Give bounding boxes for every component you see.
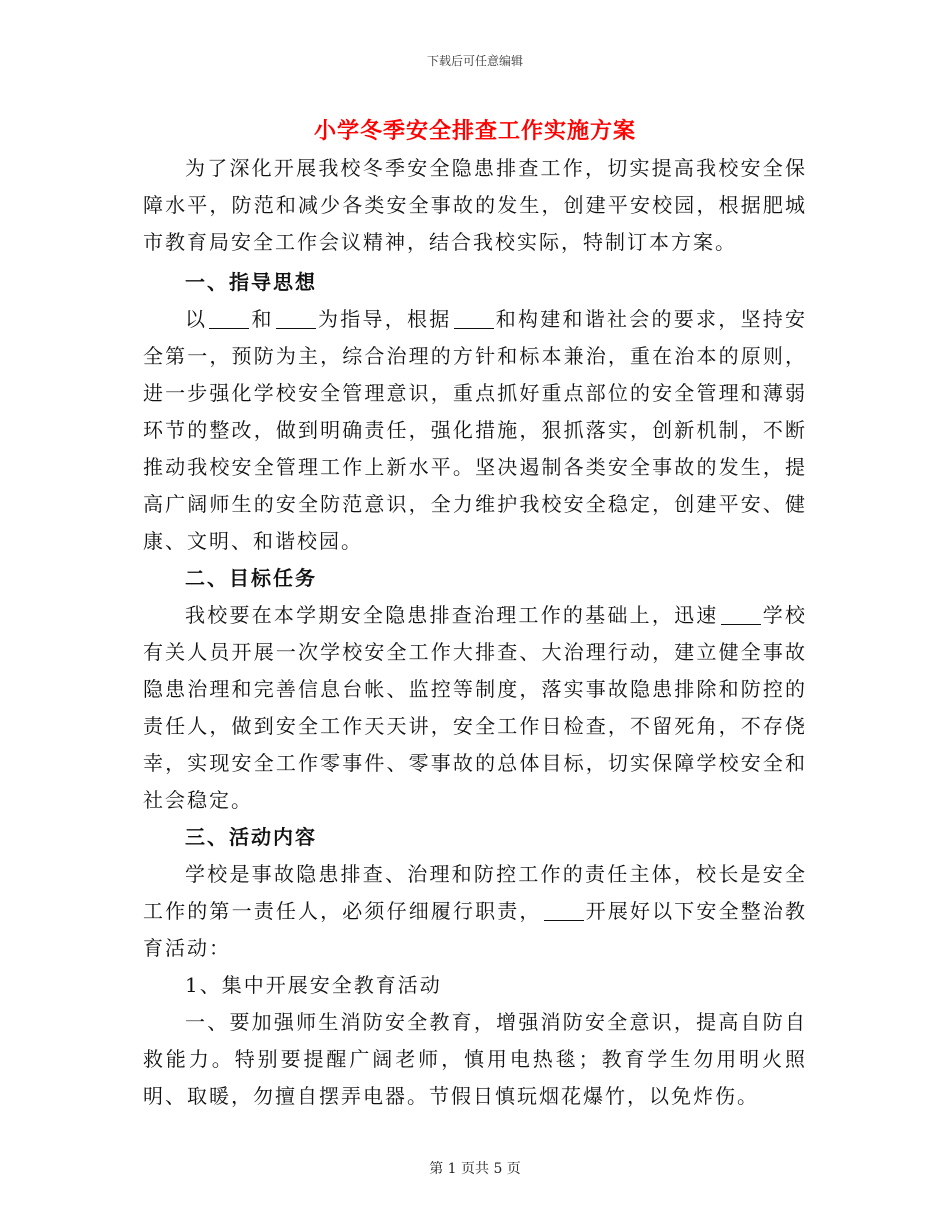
page-footer: 第 1 页共 5 页: [429, 1161, 521, 1177]
text-run: 和构建和谐社会的要求，坚持安全第一，预防为主，综合治理的方针和标本兼治，重在治本的原则，进一步强化学校安全管理意识，重点抓好重点部位的安全管理和薄弱环节的整改，做到明确责任，强化措施，狠抓落实，创新机制，不断推动我校安全管理工作上新水平。坚决遏制各类安全事故的发生，提高广阔师生的安全防范意识，全力维护我校安全稳定，创建平安、健康、文明、和谐校园。: [143, 307, 807, 553]
fill-blank: [544, 900, 584, 921]
fill-blank: [454, 308, 494, 329]
fill-blank: [209, 308, 249, 329]
document-title: 小学冬季安全排查工作实施方案: [313, 119, 636, 144]
fill-blank: [721, 604, 761, 625]
text-run: 为指导，根据: [317, 307, 452, 331]
document-body: [143, 150, 807, 1115]
goals-paragraph: [143, 597, 807, 819]
fill-blank: [276, 308, 316, 329]
text-run: 学校有关人员开展一次学校安全工作大排查、大治理行动，建立健全事故隐患治理和完善信息台帐、监控等制度，落实事故隐患排除和防控的责任人，做到安全工作天天讲，安全工作日检查，不留死角，不存侥幸，实现安全工作零事件、零事故的总体目标，切实保障学校安全和社会稳定。: [143, 603, 808, 812]
activities-paragraph: [143, 856, 807, 967]
header-note: 下载后可任意编辑: [426, 54, 523, 68]
text-run: 以: [185, 307, 208, 331]
section-heading-activities: 三、活动内容: [185, 825, 317, 849]
activity-item-1-text: 一、要加强师生消防安全教育，增强消防安全意识，提高自防自救能力。特别要提醒广阔老师，慎用电热毯；教育学生勿用明火照明、取暖，勿擅自摆弄电器。节假日慎玩烟花爆竹，以免炸伤。: [143, 1010, 807, 1108]
activity-item-1-title: 1、集中开展安全教育活动: [185, 973, 442, 997]
text-run: 我校要在本学期安全隐患排查治理工作的基础上，迅速: [185, 603, 719, 627]
section-heading-guiding-thought: 一、指导思想: [185, 270, 317, 294]
text-run: 学校是事故隐患排查、治理和防控工作的责任主体，校长是安全工作的第一责任人，必须仔细履行职责，: [143, 862, 807, 923]
section-heading-goals: 二、目标任务: [185, 566, 317, 590]
intro-paragraph: 为了深化开展我校冬季安全隐患排查工作，切实提高我校安全保障水平，防范和减少各类安全事故的发生，创建平安校园，根据肥城市教育局安全工作会议精神，结合我校实际，特制订本方案。: [143, 156, 807, 254]
text-run: 开展好以下安全整治教育活动：: [143, 899, 808, 960]
text-run: 和: [251, 307, 274, 331]
guiding-thought-paragraph: [143, 301, 807, 560]
